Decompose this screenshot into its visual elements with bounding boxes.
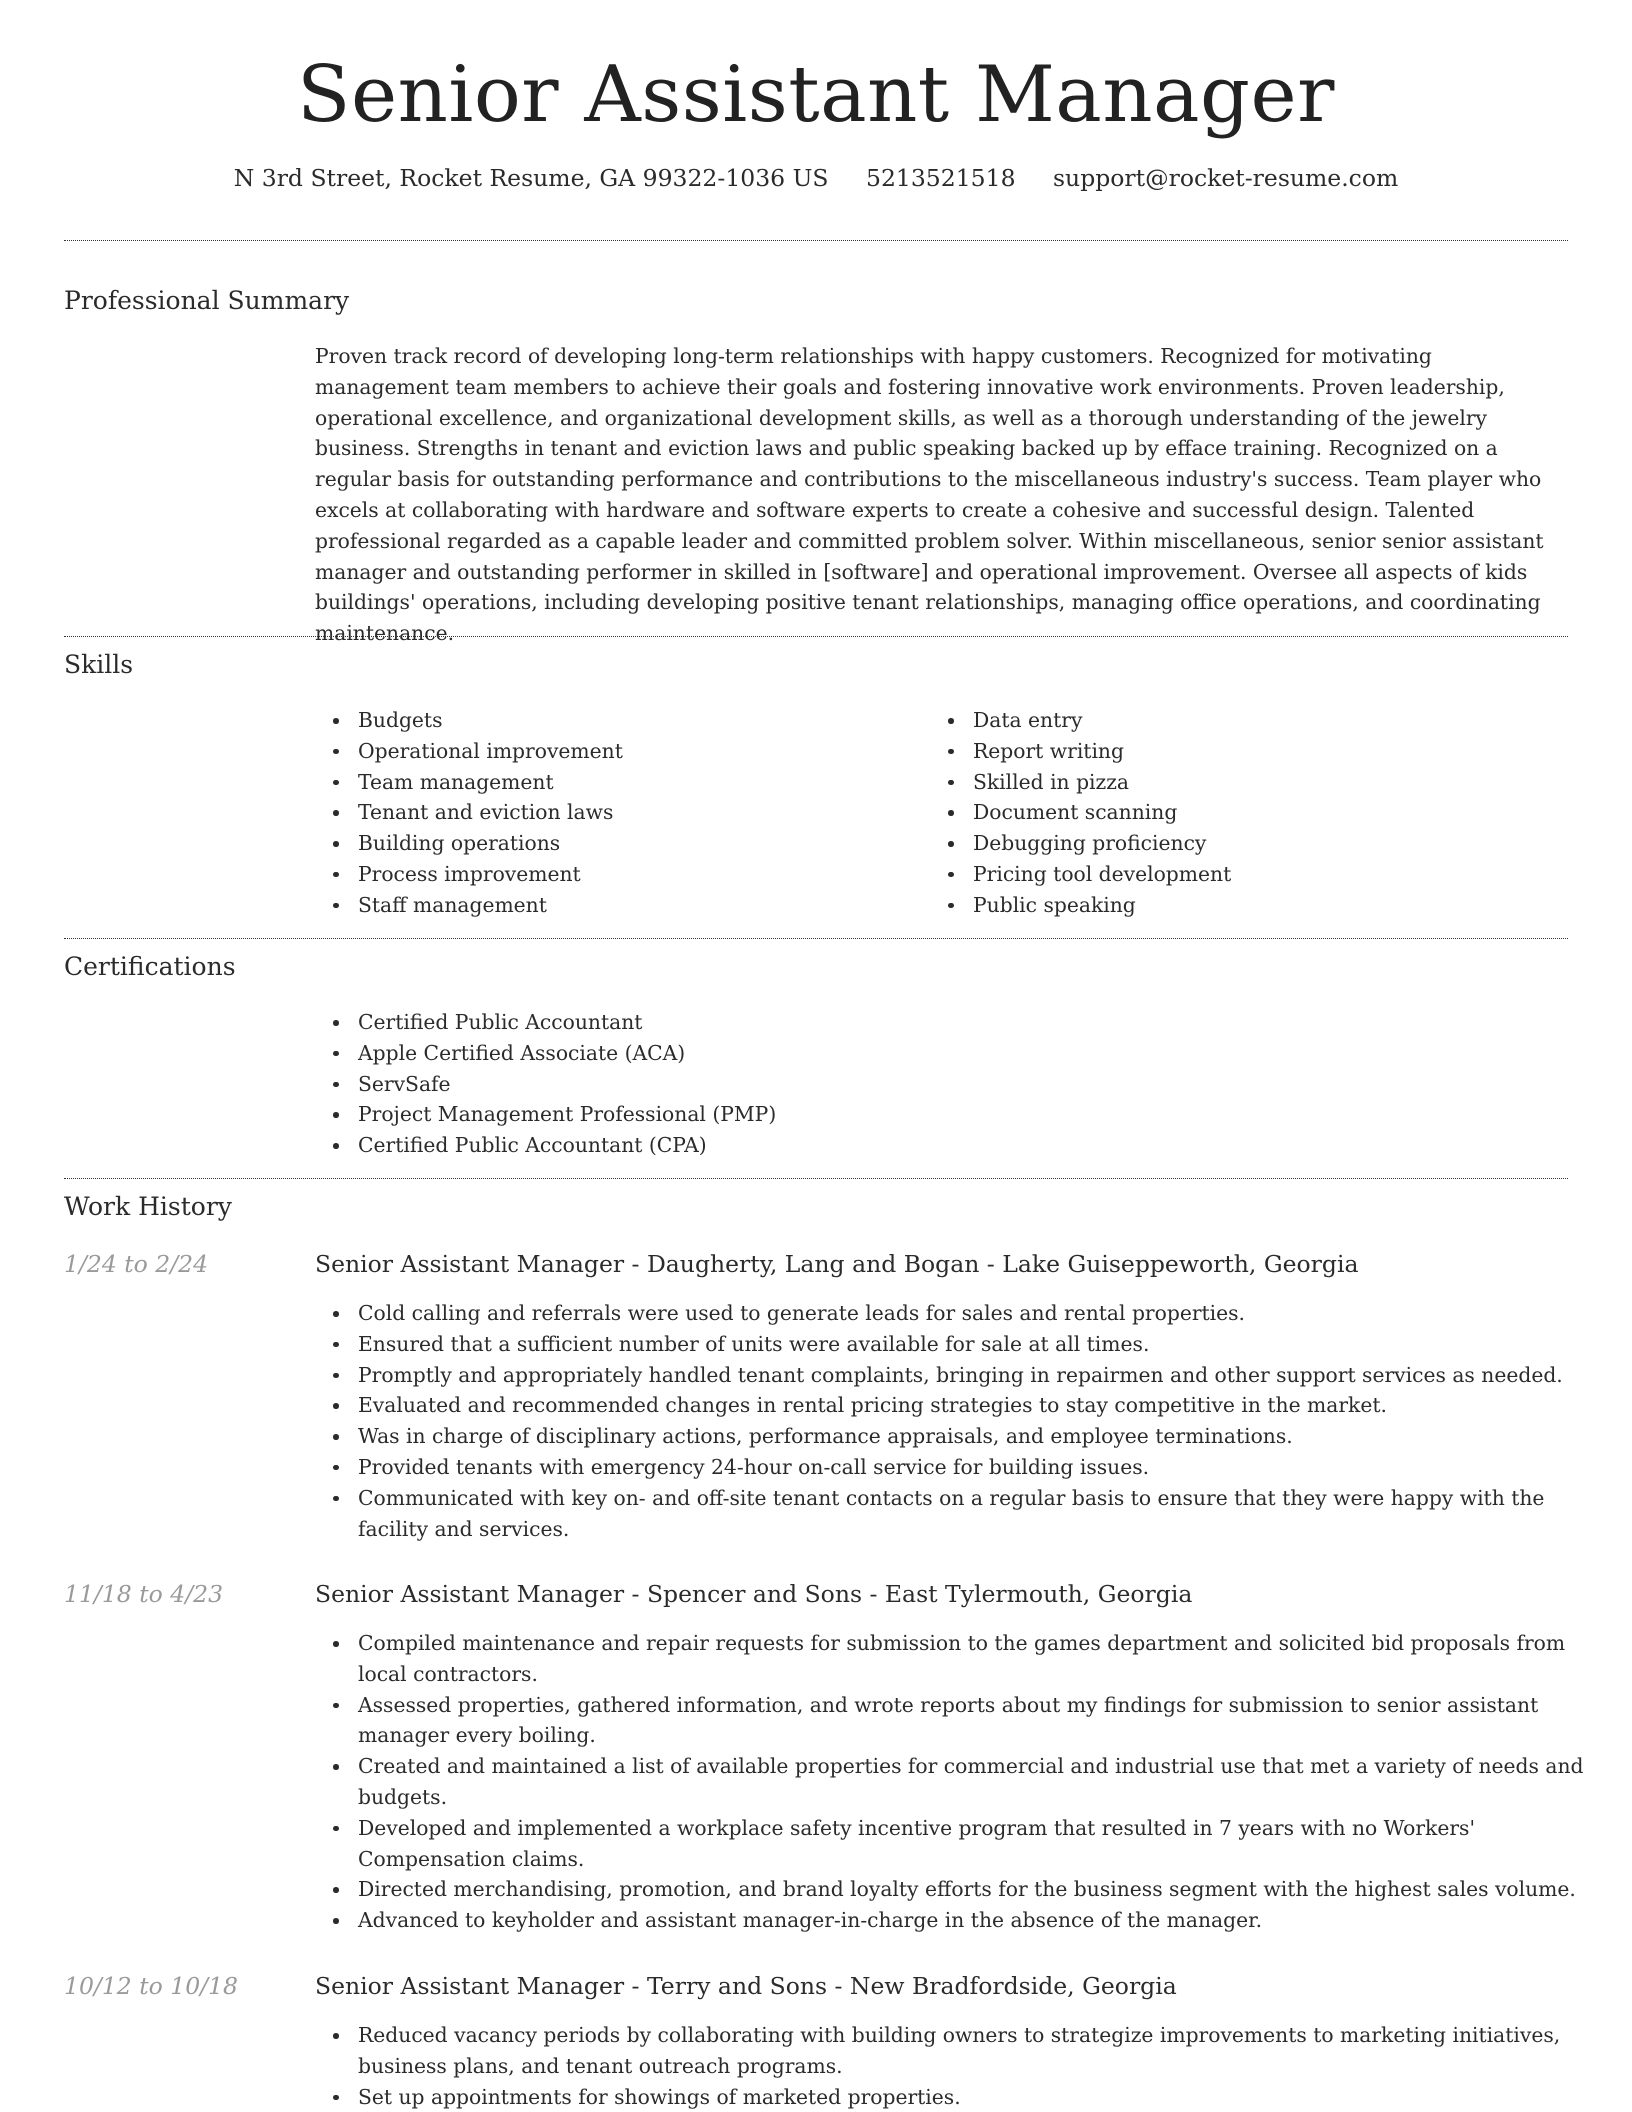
job-bullet: Communicated with key on- and off-site tenant contacts on a regular basis to ensure that they were happy with the facility and services.	[358, 1483, 1611, 1545]
skill-item: Budgets	[358, 705, 918, 736]
certification-item: Certified Public Accountant (CPA)	[358, 1130, 1611, 1161]
job-dates: 10/12 to 10/18	[64, 1972, 238, 2000]
divider	[64, 1178, 1568, 1179]
job-bullet: Set up appointments for showings of marketed properties.	[358, 2082, 1611, 2112]
skill-item: Report writing	[973, 736, 1533, 767]
resume-page	[64, 0, 1584, 2109]
job-bullet: Reduced vacancy periods by collaborating with building owners to strategize improvements to marketing initiatives, business plans, and tenant outreach programs.	[358, 2020, 1611, 2082]
contact-line	[64, 164, 1568, 192]
resume-name: Senior Assistant Manager	[297, 50, 1335, 140]
contact-email: support@rocket-resume.com	[1053, 164, 1399, 192]
skill-item: Tenant and eviction laws	[358, 797, 918, 828]
skill-item: Pricing tool development	[973, 859, 1533, 890]
job-bullet: Developed and implemented a workplace safety incentive program that resulted in 7 years with no Workers' Compensation claims.	[358, 1813, 1611, 1875]
skill-item: Staff management	[358, 890, 918, 921]
certification-item: Project Management Professional (PMP)	[358, 1099, 1611, 1130]
contact-phone: 5213521518	[866, 164, 1016, 192]
job-bullets	[315, 1298, 1611, 1544]
divider	[64, 636, 1568, 637]
job-bullet: Was in charge of disciplinary actions, performance appraisals, and employee terminations.	[358, 1421, 1611, 1452]
skill-item: Data entry	[973, 705, 1533, 736]
job-dates: 1/24 to 2/24	[64, 1250, 209, 1278]
job-heading: Senior Assistant Manager - Terry and Sons - New Bradfordside, Georgia	[315, 1972, 1177, 2000]
certifications-list	[315, 1007, 1611, 1161]
work-history-heading: Work History	[64, 1192, 232, 1221]
divider	[64, 938, 1568, 939]
certification-item: ServSafe	[358, 1069, 1611, 1100]
job-heading: Senior Assistant Manager - Spencer and Sons - East Tylermouth, Georgia	[315, 1580, 1193, 1608]
divider	[64, 240, 1568, 241]
certification-item: Apple Certified Associate (ACA)	[358, 1038, 1611, 1069]
job-bullet: Provided tenants with emergency 24-hour on-call service for building issues.	[358, 1452, 1611, 1483]
summary-heading: Professional Summary	[64, 286, 350, 315]
skill-item: Skilled in pizza	[973, 767, 1533, 798]
job-bullet: Ensured that a sufficient number of units were available for sale at all times.	[358, 1329, 1611, 1360]
job-bullet: Directed merchandising, promotion, and brand loyalty efforts for the business segment with the highest sales volume.	[358, 1874, 1611, 1905]
job-bullets	[315, 1628, 1611, 1936]
skill-item: Public speaking	[973, 890, 1533, 921]
skills-list-left	[315, 705, 918, 921]
job-bullets	[315, 2020, 1611, 2112]
summary-text: Proven track record of developing long-term relationships with happy customers. Recognized for motivating management team members to achieve their goals and fostering innovative work environments. Proven leadership, operational excellence, and organizational development skills, as well as a thorough understanding of the jewelry business. Strengths in tenant and eviction laws and public speaking backed up by efface training. Recognized on a regular basis for outstanding performance and contributions to the miscellaneous industry's success. Team player who excels at collaborating with hardware and software experts to create a cohesive and successful design. Talented professional regarded as a capable leader and committed problem solver. Within miscellaneous, senior senior assistant manager and outstanding performer in skilled in [software] and operational improvement. Oversee all aspects of kids buildings' operations, including developing positive tenant relationships, managing office operations, and coordinating maintenance.	[315, 344, 1544, 646]
certifications-heading: Certifications	[64, 952, 236, 981]
skill-item: Process improvement	[358, 859, 918, 890]
job-bullet: Evaluated and recommended changes in rental pricing strategies to stay competitive in the market.	[358, 1390, 1611, 1421]
job-heading: Senior Assistant Manager - Daugherty, Lang and Bogan - Lake Guiseppeworth, Georgia	[315, 1250, 1359, 1278]
job-dates: 11/18 to 4/23	[64, 1580, 224, 1608]
job-bullet: Assessed properties, gathered information, and wrote reports about my findings for submission to senior assistant manager every boiling.	[358, 1690, 1611, 1752]
job-bullet: Compiled maintenance and repair requests for submission to the games department and solicited bid proposals from local contractors.	[358, 1628, 1611, 1690]
job-bullet: Advanced to keyholder and assistant manager-in-charge in the absence of the manager.	[358, 1905, 1611, 1936]
contact-address: N 3rd Street, Rocket Resume, GA 99322-1036 US	[233, 164, 829, 192]
job-bullet: Cold calling and referrals were used to generate leads for sales and rental properties.	[358, 1298, 1611, 1329]
skill-item: Document scanning	[973, 797, 1533, 828]
skill-item: Team management	[358, 767, 918, 798]
skill-item: Debugging proficiency	[973, 828, 1533, 859]
certification-item: Certified Public Accountant	[358, 1007, 1611, 1038]
job-bullet: Created and maintained a list of available properties for commercial and industrial use that met a variety of needs and budgets.	[358, 1751, 1611, 1813]
skill-item: Operational improvement	[358, 736, 918, 767]
skill-item: Building operations	[358, 828, 918, 859]
skills-heading: Skills	[64, 650, 134, 679]
job-bullet: Promptly and appropriately handled tenant complaints, bringing in repairmen and other support services as needed.	[358, 1360, 1611, 1391]
skills-list-right	[930, 705, 1533, 921]
